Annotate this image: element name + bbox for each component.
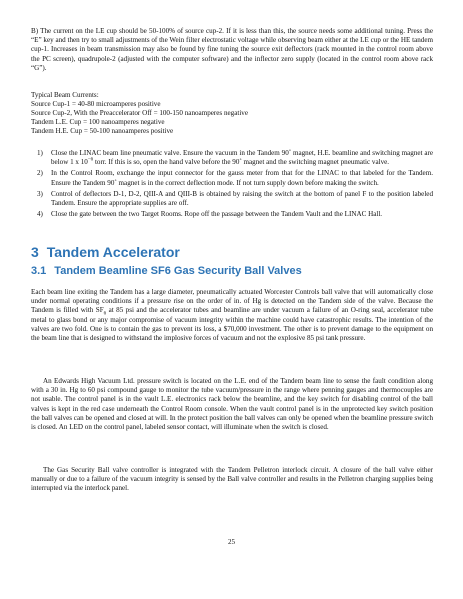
procedure-list [31, 149, 433, 221]
beam-current-line: Tandem L.E. Cup = 100 nanoamperes negative [31, 118, 165, 126]
list-text: In the Control Room, exchange the input connector for the gauss meter from that for the LINAC to that labeled for the Tandem. Ensure the Tandem 90˚ magnet is in the correct deflection mode. If not turn supply down before making the switch. [51, 169, 433, 187]
subsection-title: Tandem Beamline SF6 Gas Security Ball Valves [54, 265, 302, 277]
paragraph-text-cont: at 85 psi and the accelerator tubes and beamline are under vacuum a failure of an O-ring seal, accelerator tube metal to glass bond or any major compromise of vacuum integrity within the machine could have catastrophic results. The intention of the valves are two fold. One is to contain the gas to prevent its loss, a $70,000 investment. The other is to prevent damage to the equipment on the beam line that is designed to withstand the implosive forces of vacuum and not the explosive 85 psi tank pressure. [31, 306, 434, 343]
subsection-heading [31, 265, 302, 277]
beam-current-line: Tandem H.E. Cup = 50-100 nanoamperes positive [31, 127, 174, 135]
list-item [31, 190, 433, 208]
section-title: Tandem Accelerator [46, 244, 180, 260]
list-text: Close the LINAC beam line pneumatic valve. Ensure the vacuum in the Tandem 90˚ magnet, H.E. beamline and switching magnet are below 1 x 10 [51, 149, 433, 167]
paragraph-controller: The Gas Security Ball valve controller is integrated with the Tandem Pelletron interlock circuit. A closure of the ball valve either manually or due to a failure of the vacuum integrity is sensed by the Ball valve controller and results in the Pelletron charging supplies being interrupted via the interlock panel. [31, 466, 433, 493]
exponent: −6 [87, 157, 94, 163]
list-number: 1) [37, 149, 43, 157]
section-number: 3 [31, 244, 39, 260]
beam-current-line: Source Cup-1 = 40-80 microamperes positive [31, 100, 161, 108]
list-text: Close the gate between the two Target Rooms. Rope off the passage between the Tandem Vault and the LINAC Hall. [51, 210, 383, 219]
section-heading [31, 244, 180, 260]
list-item [31, 149, 433, 167]
paragraph-pressure-switch: An Edwards High Vacuum Ltd. pressure switch is located on the L.E. end of the Tandem beam line to sense the fault condition along with a 30 in. Hg to 60 psi compound gauge to monitor the tube vacuum/pressure in the range where penning gauges and thermocouples are not usable. The control panel is in the vault L.E. electronics rack below the beamline, and the key switch for disabling control of the ball valves is kept in the red case underneath the Control Room console. When the vault control panel is in the unprotected key switch position the ball valves can be opened and closed at will. In the protect position the ball valves can only be opened when the beamline pressure switch is closed. An LED on the control panel, labeled sensor contact, will illuminate when the switch is closed. [31, 377, 433, 432]
list-number: 4) [37, 210, 43, 219]
list-number: 2) [37, 169, 43, 178]
subsection-number: 3.1 [31, 265, 47, 277]
paragraph-intro [31, 288, 433, 343]
subscript: 6 [103, 311, 107, 317]
beam-current-line: Source Cup-2, With the Preaccelerator Off = 100-150 nanoamperes negative [31, 109, 248, 117]
list-text-cont: torr. If this is so, open the hand valve before the 90˚ magnet and the switching magnet pneumatic valve. [93, 158, 390, 167]
paragraph-b: B) The current on the LE cup should be 50-100% of source cup-2. If it is less than this, the source needs some additional tuning. Press the “E” key and then try to small adjustments of the Wein filter electrostatic voltage while observing beam either at the LE cup or the HE tandem cup-1. Increases in beam transmission may also be found by fine tuning the source exit deflectors (rack mounted in the control room above the PC screen), quadrupole-2 (adjusted with the computer software) and the inflector zero supply (located in the control room above rack “G”). [31, 27, 433, 72]
beam-currents-title: Typical Beam Currents: [31, 91, 99, 99]
list-text: Control of deflectors D-1, D-2, QIII-A and QIII-B is obtained by raising the switch at the bottom of panel F to the position labeled Tandem. Ensure the appropriate supplies are off. [51, 189, 433, 208]
list-number: 3) [37, 189, 43, 198]
page-number: 25 [227, 538, 236, 546]
list-item [31, 169, 433, 187]
list-item [31, 210, 433, 219]
paragraph-text: Each beam line exiting the Tandem has a large diameter, pneumatically actuated Worcester Controls ball valve that will automatically close under normal operating conditions if a pressure rise on the order of in. of Hg is detected on the Tandem side of the valve. Because the Tandem is filled with SF [31, 288, 433, 315]
